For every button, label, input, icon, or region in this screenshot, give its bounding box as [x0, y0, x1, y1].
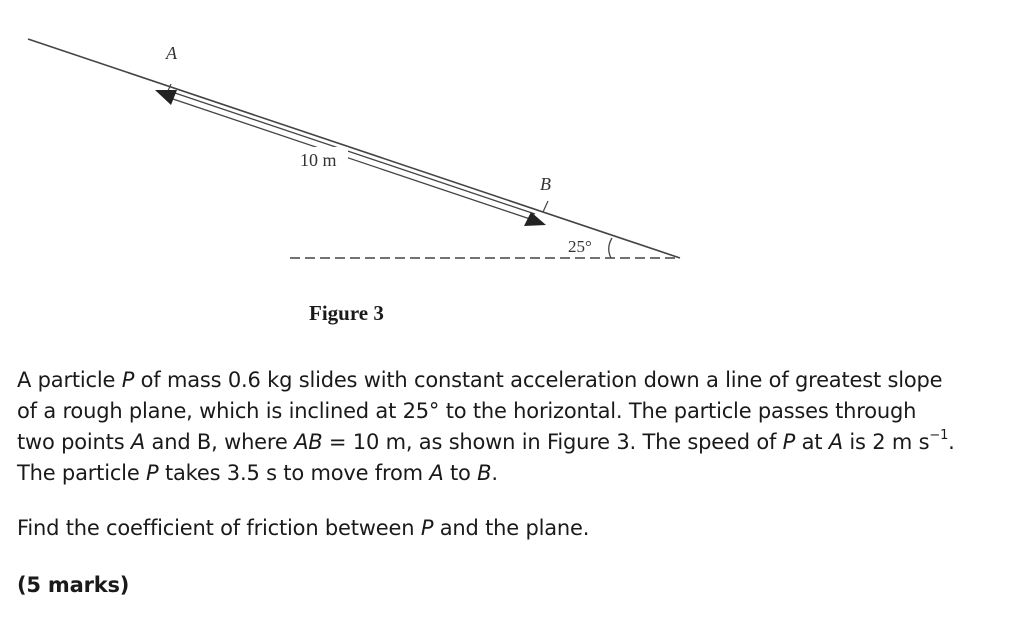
question-line-2: of a rough plane, which is inclined at 25° to the horizontal. The particle passes through	[17, 399, 917, 423]
angle-label: 25°	[568, 237, 592, 256]
question-paragraph	[17, 365, 1007, 489]
distance-arrow-line-2	[172, 92, 535, 214]
question-line-3: two points A and B, where AB = 10 m, as shown in Figure 3. The speed of P at A is 2 m $s^{-1}$.	[17, 428, 955, 454]
figure-caption: Figure 3	[309, 301, 384, 325]
question-line-1: A particle P of mass 0.6 kg slides with constant acceleration down a line of greatest slope	[17, 368, 943, 392]
question-text	[17, 365, 1007, 601]
distance-arrow-line	[170, 98, 533, 220]
arrowhead-b	[524, 212, 546, 226]
marks-label: (5 marks)	[17, 573, 130, 597]
point-b-label: B	[540, 174, 551, 194]
question-line-4: The particle P takes 3.5 s to move from A to B.	[17, 461, 498, 485]
arrowhead-a	[155, 90, 177, 105]
question-task-line: Find the coefficient of friction between P and the plane.	[17, 516, 590, 540]
point-a-label: A	[166, 43, 177, 63]
point-b-tick	[543, 201, 548, 212]
question-task	[17, 513, 1007, 544]
distance-label: 10 m	[300, 150, 337, 170]
angle-marker	[609, 238, 612, 258]
inclined-plane-line	[28, 39, 680, 258]
